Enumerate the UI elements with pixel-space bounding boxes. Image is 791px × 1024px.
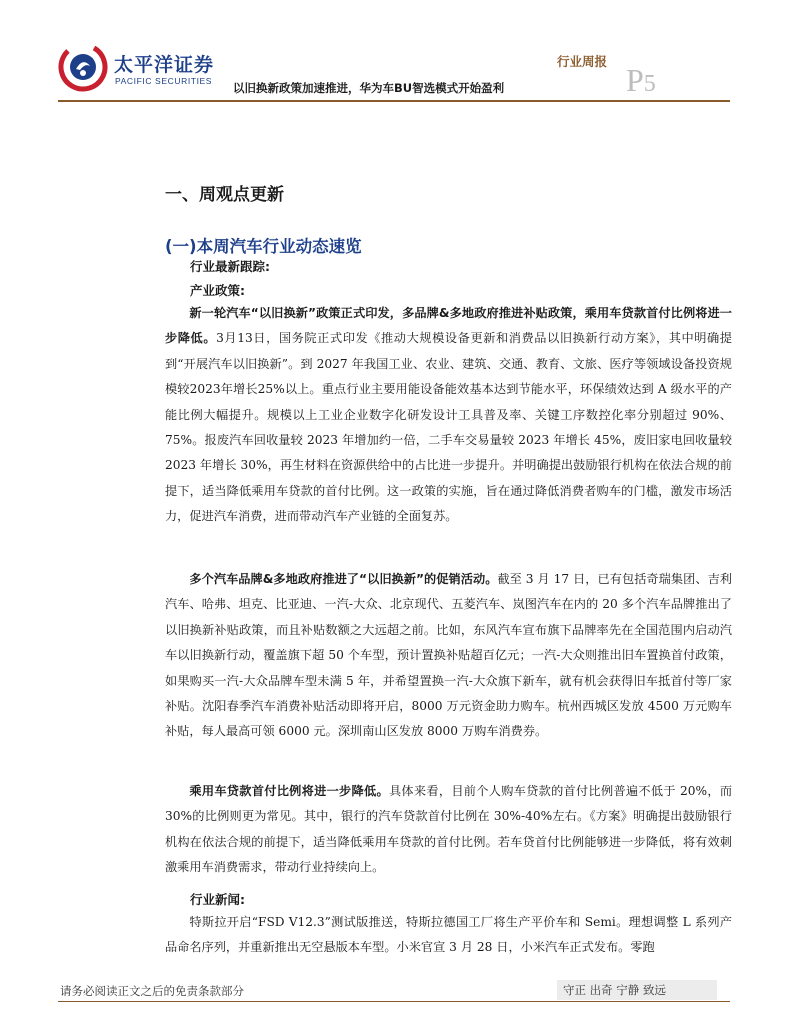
footer-disclaimer: 请务必阅读正文之后的免责条款部分 <box>60 984 244 998</box>
page-digit: 5 <box>643 71 656 97</box>
paragraph-downpayment-body: 具体来看，目前个人购车贷款的首付比例普遍不低于 20%，而 30%的比例则更为常见。其中，银行的汽车贷款首付比例在 30%-40%左右。《方案》明确提出鼓励银行机构在依法合规的前提下，适当降低乘用车贷款的首付比例。若车贷首付比例能够进一步降低，将有效刺激乘用车消费需求，带动行业持续向上。 <box>165 784 733 875</box>
section-heading: 一、周观点更新 <box>165 185 284 205</box>
header-divider <box>58 100 730 102</box>
page-number <box>626 64 656 96</box>
paragraph-policy-lead: 新一轮汽车“以旧换新”政策正式印发，多品牌&多地政府推进补贴政策，乘用车贷款首付比例将进一步降低。 <box>165 306 732 346</box>
label-news: 行业新闻: <box>190 892 245 907</box>
company-logo <box>58 42 258 94</box>
paragraph-promotions <box>165 567 732 745</box>
footer-divider <box>58 1001 730 1002</box>
logo-emblem-icon <box>58 42 108 92</box>
paragraph-promotions-body: 截至 3 月 17 日，已有包括奇瑞集团、吉利汽车、哈弗、坦克、比亚迪、一汽-大众、北京现代、五菱汽车、岚图汽车在内的 20 多个汽车品牌推出了以旧换新补贴政策，而且补贴数额之大远超之前。比如，东风汽车宣布旗下品牌率先在全国范围内启动汽车以旧换新行动，覆盖旗下超 50 个车型，预计置换补贴超百亿元；一汽-大众则推出旧车置换首付政策，如果购买一汽-大众品牌车型未满 5 年，并希望置换一汽-大众旗下新车，就有机会获得旧车抵首付等厂家补贴。沈阳春季汽车消费补贴活动即将开启，8000 万元资金助力购车。杭州西城区发放 4500 万元购车补贴，每人最高可领 6000 元。深圳南山区发放 8000 万购车消费券。 <box>165 572 732 739</box>
logo-name-cn: 太平洋证券 <box>114 54 215 76</box>
page-prefix: P <box>626 62 644 98</box>
paragraph-policy-body: 3月13日，国务院正式印发《推动大规模设备更新和消费品以旧换新行动方案》，其中明确提到“开展汽车以旧换新”。到 2027 年我国工业、农业、建筑、交通、教育、文旅、医疗等领域设备投资规模较2023年增长25%以上。重点行业主要用能设备能效基本达到节能水平，环保绩效达到 A 级水平的产能比例大幅提升。规模以上工业企业数字化研发设计工具普及率、关键工序数控化率分别超过 90%、75%。报废汽车回收量较 2023 年增加约一倍，二手车交易量较 2023 年增长 45%，废旧家电回收量较 2023 年增长 30%，再生材料在资源供给中的占比进一步提升。并明确提出鼓励银行机构在依法合规的前提下，适当降低乘用车贷款的首付比例。这一政策的实施，旨在通过降低消费者购车的门槛，激发市场活力，促进汽车消费，进而带动汽车产业链的全面复苏。 <box>165 331 732 524</box>
paragraph-news: 特斯拉开启“FSD V12.3”测试版推送，特斯拉德国工厂将生产平价车和 Semi。理想调整 L 系列产品命名序列，并重新推出无空悬版本车型。小米官宣 3 月 28 日，小米汽车正式发布。零跑 <box>165 915 732 955</box>
report-subtitle: 以旧换新政策加速推进，华为车BU智选模式开始盈利 <box>233 81 505 95</box>
footer-motto: 守正 出奇 宁静 致远 <box>557 980 717 1000</box>
document-type: 行业周报 <box>557 54 608 69</box>
paragraph-downpayment <box>165 779 732 881</box>
paragraph-promotions-lead: 多个汽车品牌&多地政府推进了“以旧换新”的促销活动。 <box>189 572 498 586</box>
subsection-heading: (一)本周汽车行业动态速览 <box>165 237 362 256</box>
paragraph-downpayment-lead: 乘用车贷款首付比例将进一步降低。 <box>189 784 389 798</box>
label-policy: 产业政策: <box>190 283 245 298</box>
label-tracking: 行业最新跟踪: <box>190 259 270 274</box>
paragraph-policy <box>165 301 732 530</box>
logo-name-en: PACIFIC SECURITIES <box>115 76 213 86</box>
